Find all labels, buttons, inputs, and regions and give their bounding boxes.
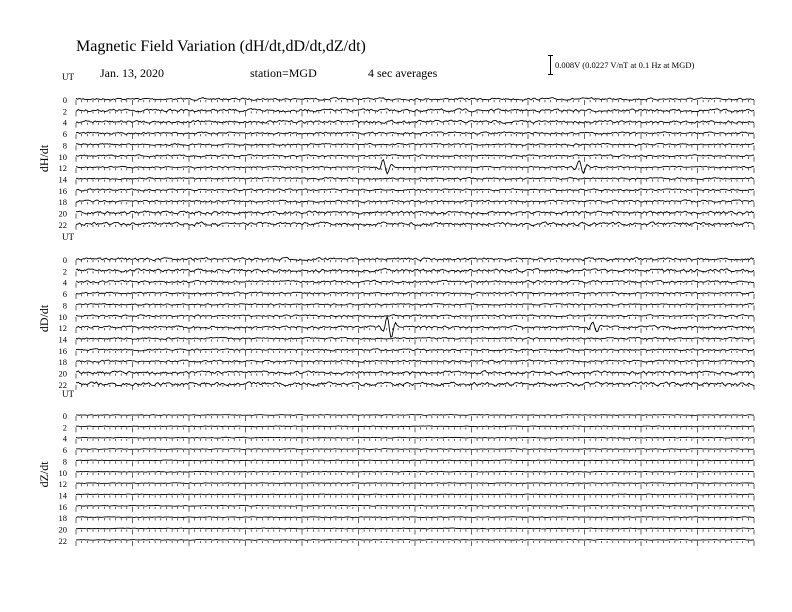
trace-line <box>76 315 754 317</box>
row-label: 16 <box>58 501 67 512</box>
row-label: 2 <box>62 106 67 117</box>
row-label: 14 <box>58 334 67 345</box>
time-ticks <box>76 495 754 500</box>
ut-label: UT <box>62 72 74 82</box>
row-label: 0 <box>62 255 67 265</box>
trace-line <box>76 143 754 145</box>
row-label: 2 <box>62 422 67 433</box>
row-label: 8 <box>62 456 67 467</box>
trace-line <box>76 98 754 101</box>
trace-line <box>76 304 754 306</box>
trace-line <box>76 177 754 179</box>
row-label: 6 <box>62 445 67 456</box>
row-label: 18 <box>58 197 67 208</box>
trace-line <box>76 360 754 363</box>
time-ticks <box>76 450 754 455</box>
panel-dhdt <box>37 72 754 230</box>
time-ticks <box>76 473 754 478</box>
trace-line <box>76 189 754 191</box>
scale-note: 0.008V (0.0227 V/nT at 0.1 Hz at MGD) <box>555 60 695 70</box>
row-label: 22 <box>58 535 67 546</box>
row-label: 18 <box>58 357 67 368</box>
row-label: 10 <box>58 151 67 162</box>
trace-line <box>76 337 754 339</box>
trace-line <box>76 449 754 450</box>
row-label: 20 <box>58 208 67 219</box>
row-label: 12 <box>58 163 67 174</box>
y-axis-label: dH/dt <box>37 144 51 173</box>
row-label: 14 <box>58 174 67 185</box>
time-ticks <box>76 157 754 162</box>
time-ticks <box>76 260 754 265</box>
time-ticks <box>76 385 754 390</box>
time-ticks <box>76 283 754 288</box>
time-ticks <box>76 123 754 128</box>
time-ticks <box>76 530 754 535</box>
time-ticks <box>76 427 754 432</box>
row-label: 12 <box>58 479 67 490</box>
time-ticks <box>76 374 754 379</box>
trace-line <box>76 426 754 427</box>
row-label: 4 <box>62 433 67 444</box>
row-label: 20 <box>58 524 67 535</box>
trace-line <box>76 155 754 157</box>
trace-line <box>76 280 754 283</box>
time-ticks <box>76 541 754 546</box>
time-ticks <box>76 518 754 523</box>
row-label: 8 <box>62 140 67 151</box>
trace-line <box>76 494 754 495</box>
trace-line <box>76 415 754 416</box>
time-ticks <box>76 439 754 444</box>
row-label: 20 <box>58 368 67 379</box>
trace-line <box>76 132 754 135</box>
time-ticks <box>76 145 754 150</box>
averaging-label: 4 sec averages <box>368 66 438 80</box>
row-label: 22 <box>58 219 67 230</box>
time-ticks <box>76 202 754 207</box>
time-ticks <box>76 351 754 356</box>
row-label: 0 <box>62 95 67 105</box>
row-label: 6 <box>62 129 67 140</box>
time-ticks <box>76 507 754 512</box>
row-label: 8 <box>62 300 67 311</box>
time-ticks <box>76 271 754 276</box>
row-label: 16 <box>58 185 67 196</box>
time-ticks <box>76 225 754 230</box>
row-label: 4 <box>62 117 67 128</box>
time-ticks <box>76 134 754 139</box>
time-ticks <box>76 179 754 184</box>
row-label: 12 <box>58 323 67 334</box>
y-axis-label: dZ/dt <box>37 461 51 488</box>
ut-label: UT <box>62 232 74 242</box>
time-ticks <box>76 191 754 196</box>
panel-dddt <box>37 232 754 390</box>
row-label: 16 <box>58 345 67 356</box>
trace-line <box>76 460 754 461</box>
time-ticks <box>76 461 754 466</box>
trace-line <box>76 437 754 438</box>
date-label: Jan. 13, 2020 <box>100 66 164 80</box>
row-label: 22 <box>58 379 67 390</box>
row-label: 2 <box>62 266 67 277</box>
time-ticks <box>76 100 754 105</box>
trace-line <box>76 483 754 484</box>
time-ticks <box>76 111 754 116</box>
time-ticks <box>76 328 754 333</box>
row-label: 14 <box>58 490 67 501</box>
trace-line <box>76 292 754 294</box>
row-label: 0 <box>62 411 67 421</box>
panel-dzdt <box>37 389 754 546</box>
ut-label: UT <box>62 389 74 399</box>
row-label: 10 <box>58 467 67 478</box>
time-ticks <box>76 305 754 310</box>
time-ticks <box>76 339 754 344</box>
time-ticks <box>76 484 754 489</box>
time-ticks <box>76 416 754 421</box>
trace-line <box>76 200 754 203</box>
station-label: station=MGD <box>250 66 317 80</box>
y-axis-label: dD/dt <box>37 304 51 333</box>
figure-title: Magnetic Field Variation (dH/dt,dD/dt,dZ/dt) <box>76 38 366 55</box>
row-label: 4 <box>62 277 67 288</box>
trace-line <box>76 517 754 518</box>
row-label: 6 <box>62 289 67 300</box>
trace-line <box>76 505 754 506</box>
row-label: 10 <box>58 311 67 322</box>
trace-line <box>76 528 754 529</box>
row-label: 18 <box>58 513 67 524</box>
time-ticks <box>76 362 754 367</box>
trace-line <box>76 471 754 472</box>
time-ticks <box>76 294 754 299</box>
trace-line <box>76 349 754 351</box>
time-ticks <box>76 168 754 173</box>
trace-line <box>76 539 754 540</box>
time-ticks <box>76 317 754 322</box>
